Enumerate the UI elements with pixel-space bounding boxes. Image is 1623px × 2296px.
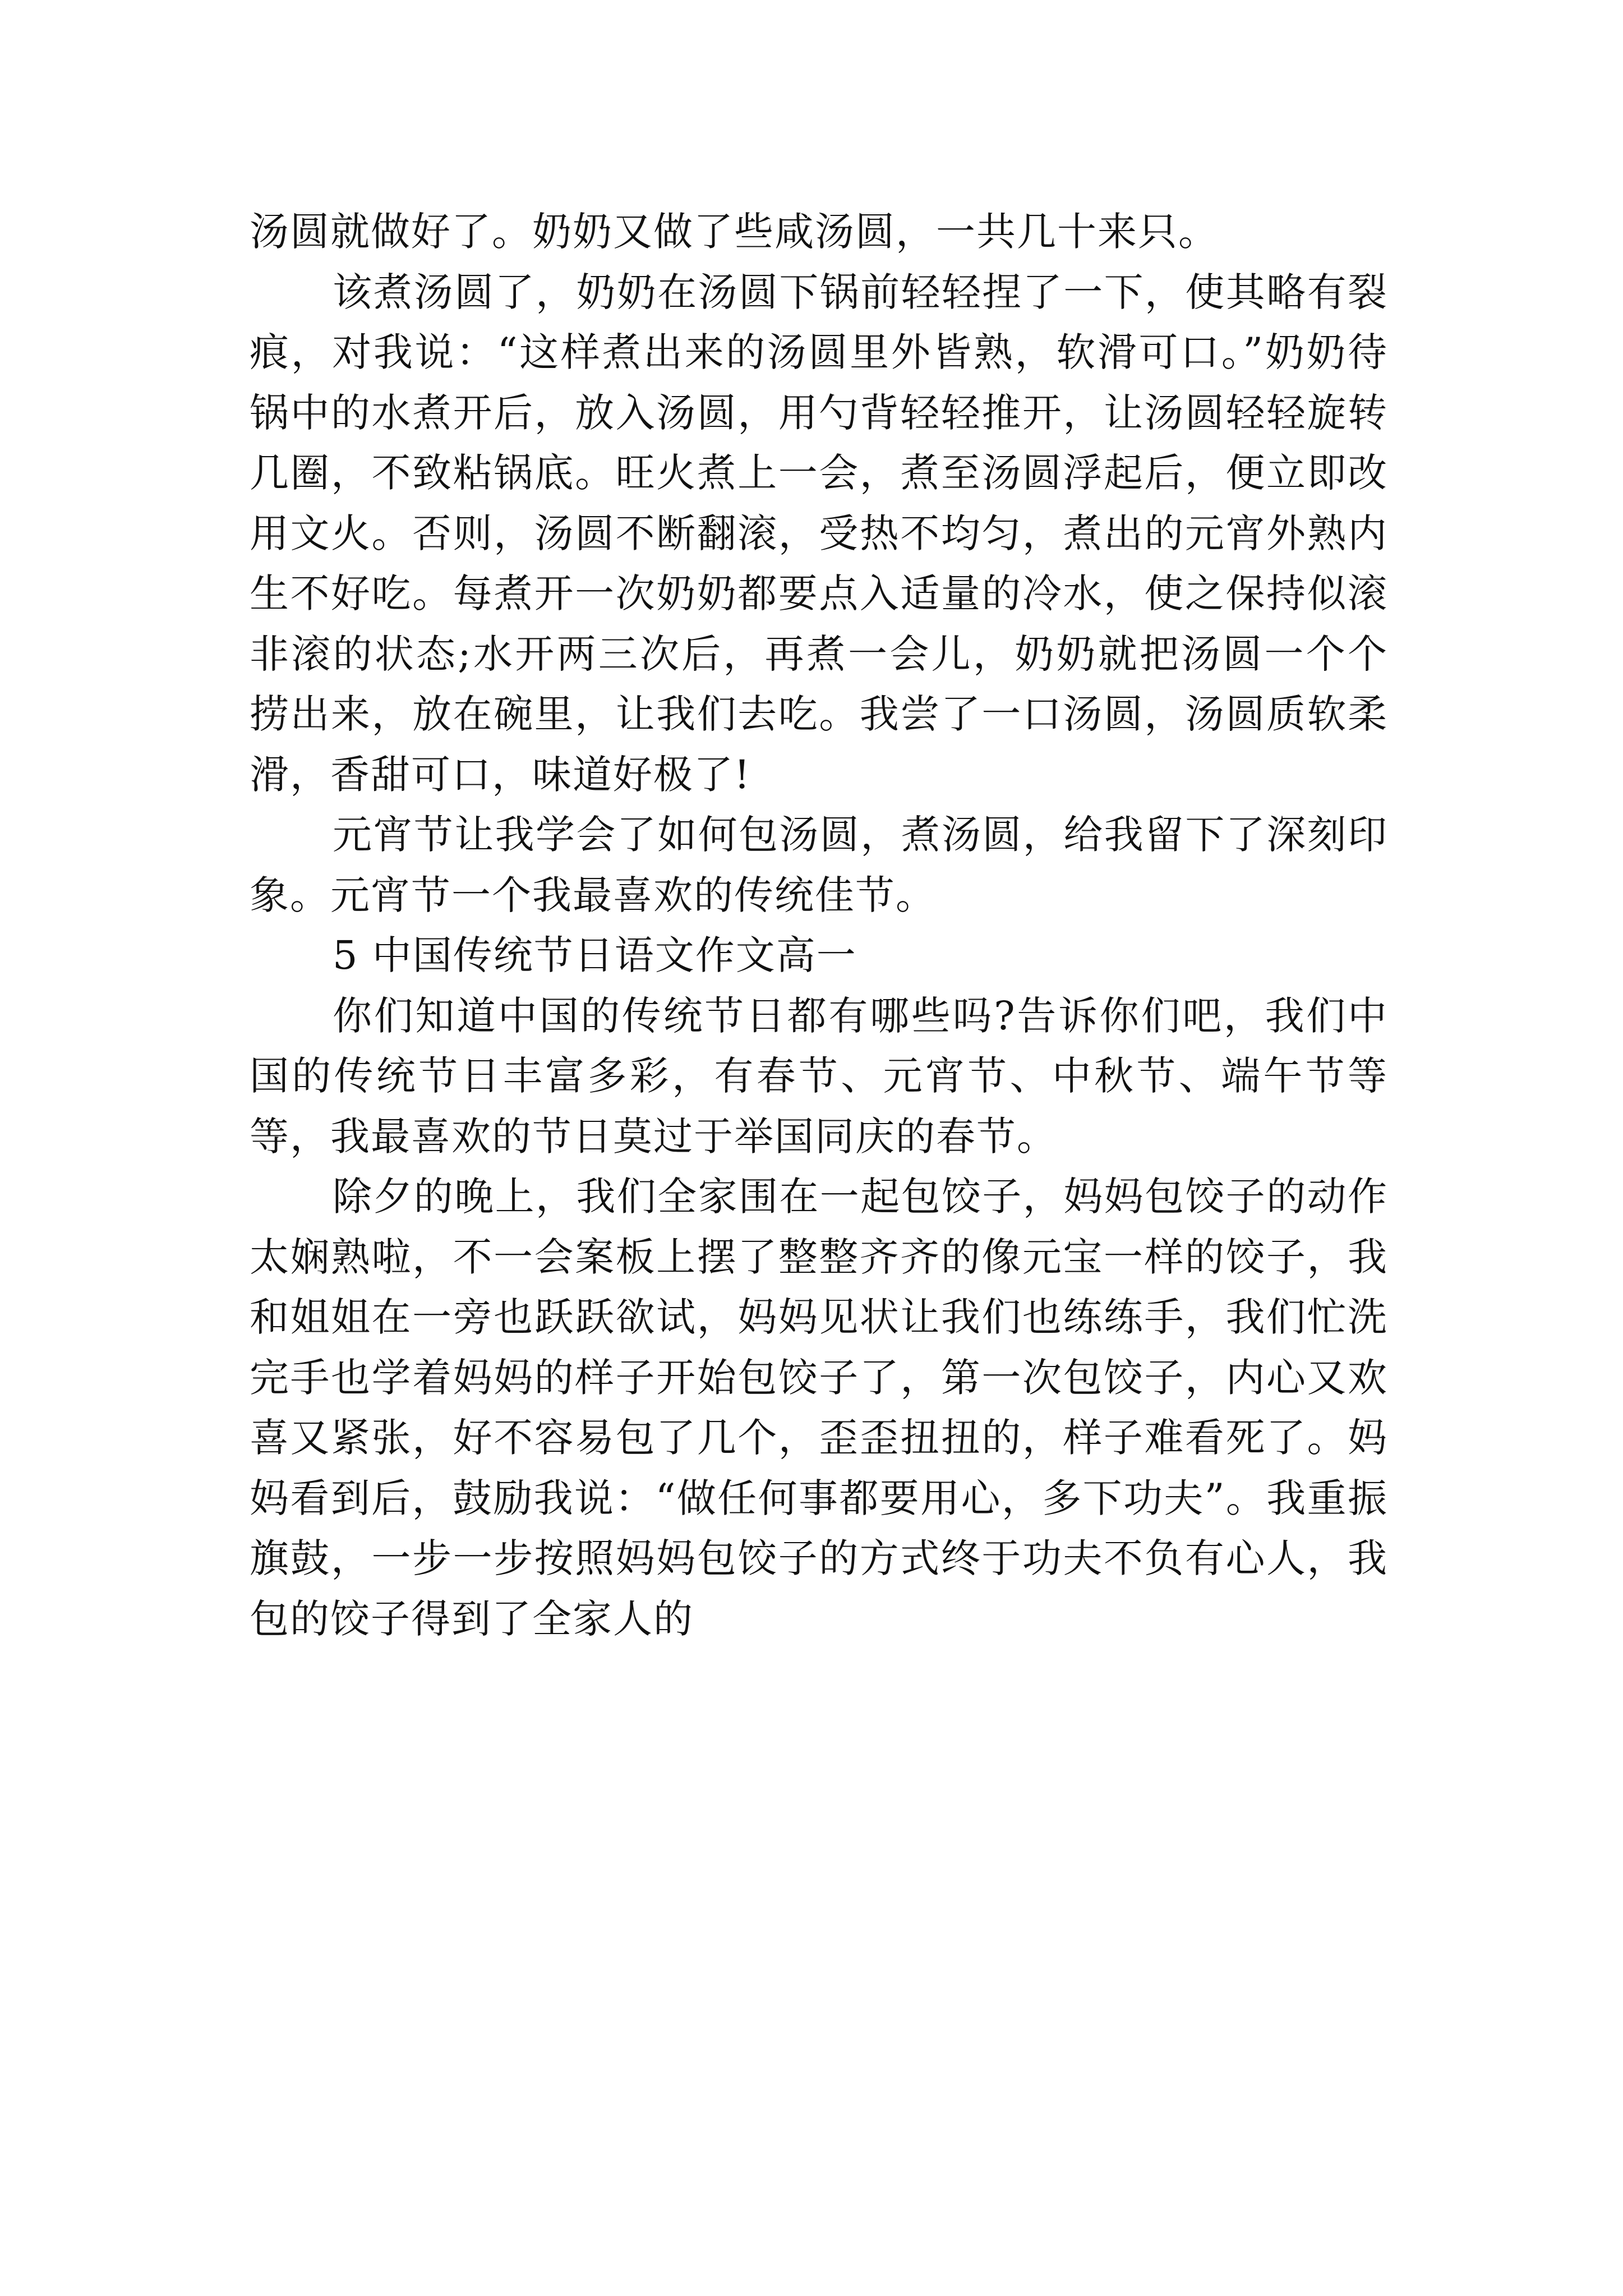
paragraph-4: 你们知道中国的传统节日都有哪些吗?告诉你们吧，我们中国的传统节日丰富多彩，有春节、元宵节、中秋节、端午节等等，我最喜欢的节日莫过于举国同庆的春节。: [250, 992, 1388, 1159]
paragraph-3: 元宵节让我学会了如何包汤圆，煮汤圆，给我留下了深刻印象。元宵节一个我最喜欢的传统佳节。: [250, 812, 1388, 918]
paragraph-2: 该煮汤圆了，奶奶在汤圆下锅前轻轻捏了一下，使其略有裂痕，对我说：“这样煮出来的汤圆里外皆熟，软滑可口。”奶奶待锅中的水煮开后，放入汤圆，用勺背轻轻推开，让汤圆轻轻旋转几圈，不致粘锅底。旺火煮上一会，煮至汤圆浮起后，便立即改用文火。否则，汤圆不断翻滚，受热不均匀，煮出的元宵外熟内生不好吃。每煮开一次奶奶都要点入适量的冷水，使之保持似滚非滚的状态;水开两三次后，再煮一会儿，奶奶就把汤圆一个个捞出来，放在碗里，让我们去吃。我尝了一口汤圆，汤圆质软柔滑，香甜可口，味道好极了!: [250, 269, 1388, 798]
document-body: [250, 202, 1388, 1649]
paragraph-1: 汤圆就做好了。奶奶又做了些咸汤圆，一共几十来只。: [250, 209, 1219, 255]
section-heading: 5 中国传统节日语文作文高一: [333, 932, 857, 978]
paragraph-5: 除夕的晚上，我们全家围在一起包饺子，妈妈包饺子的动作太娴熟啦，不一会案板上摆了整整齐齐的像元宝一样的饺子，我和姐姐在一旁也跃跃欲试，妈妈见状让我们也练练手，我们忙洗完手也学着妈妈的样子开始包饺子了，第一次包饺子，内心又欢喜又紧张，好不容易包了几个，歪歪扭扭的，样子难看死了。妈妈看到后，鼓励我说：“做任何事都要用心，多下功夫”。我重振旗鼓，一步一步按照妈妈包饺子的方式终于功夫不负有心人，我包的饺子得到了全家人的: [250, 1174, 1388, 1642]
